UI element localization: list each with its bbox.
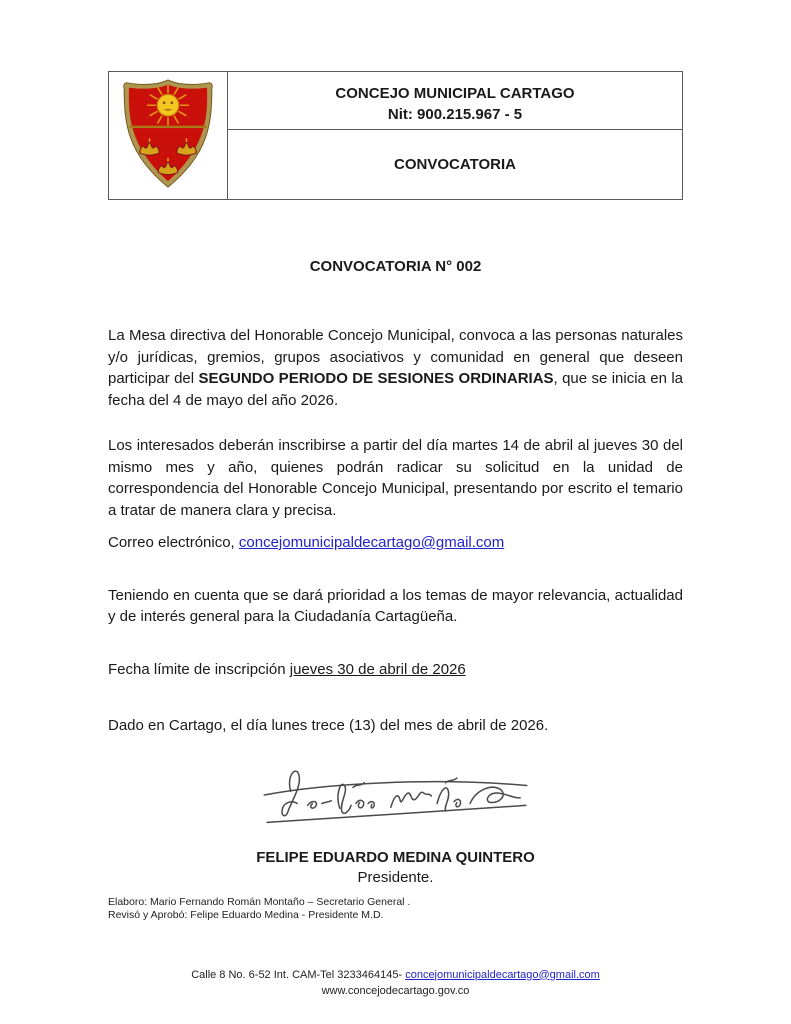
footer-address: Calle 8 No. 6-52 Int. CAM-Tel 3233464145-: [191, 968, 406, 981]
document-type: CONVOCATORIA: [394, 156, 516, 173]
cartago-coat-of-arms-icon: [119, 76, 217, 196]
org-nit: Nit: 900.215.967 - 5: [387, 106, 523, 123]
paragraph-priority: Teniendo en cuenta que se dará prioridad a los temas de mayor relevancia, actualidad y de interés general para la Ciudadanía Cartagüeña.: [108, 586, 683, 625]
org-name: CONCEJO MUNICIPAL CARTAGO: [335, 85, 575, 102]
paragraph-registration: Los interesados deberán inscribirse a partir del día martes 14 de abril al jueves 30 del mismo mes y año, quienes podrán radicar su solicitud en la unidad de correspondencia del Honorable Concejo Municipal, presentando por escrito el temario a tratar de manera clara y precisa.: [108, 437, 683, 519]
footer-website: www.concejodecartago.gov.co: [321, 984, 470, 997]
p1-text-before: La Mesa directiva del Honorable Concejo Municipal, convoca a las personas naturales y/o jurídicas, gremios, grupos asociativos y comunidad en general que deseen participar del: [108, 327, 683, 387]
p1-text-after: , que se inicia en la fecha del 4 de mayo del año 2026.: [108, 370, 683, 409]
paragraph-convocation: [108, 325, 683, 411]
credits-block: [108, 896, 683, 923]
letterhead-table: [108, 71, 683, 200]
reviso-line: Revisó y Aprobó: Felipe Eduardo Medina - Presidente M.D.: [108, 909, 384, 921]
deadline-line: [108, 659, 683, 681]
elaboro-line: Elaboro: Mario Fernando Román Montaño – Secretario General .: [108, 895, 411, 908]
p1-sessions-period: SEGUNDO PERIODO DE SESIONES ORDINARIAS: [198, 370, 554, 387]
org-identity: [228, 72, 682, 130]
deadline-intro: Fecha límite de inscripción: [108, 660, 290, 678]
handwritten-signature-image: [253, 761, 538, 834]
footer-address-line: [108, 967, 683, 983]
email-intro: Correo electrónico,: [108, 534, 239, 551]
page-footer: [108, 967, 683, 999]
email-link[interactable]: concejomunicipaldecartago@gmail.com: [238, 534, 505, 551]
signer-name: FELIPE EDUARDO MEDINA QUINTERO: [256, 848, 535, 866]
signature-block: [108, 761, 683, 834]
issued-line: Dado en Cartago, el día lunes trece (13) del mes de abril de 2026.: [108, 717, 549, 734]
letterhead-text: [228, 72, 682, 199]
crest-cell: [109, 72, 228, 199]
deadline-date: jueves 30 de abril de 2026: [289, 660, 466, 678]
page-title: CONVOCATORIA N° 002: [309, 258, 482, 275]
email-line: [108, 532, 683, 554]
footer-email-link[interactable]: concejomunicipaldecartago@gmail.com: [405, 968, 600, 981]
signer-role: Presidente.: [357, 868, 434, 886]
